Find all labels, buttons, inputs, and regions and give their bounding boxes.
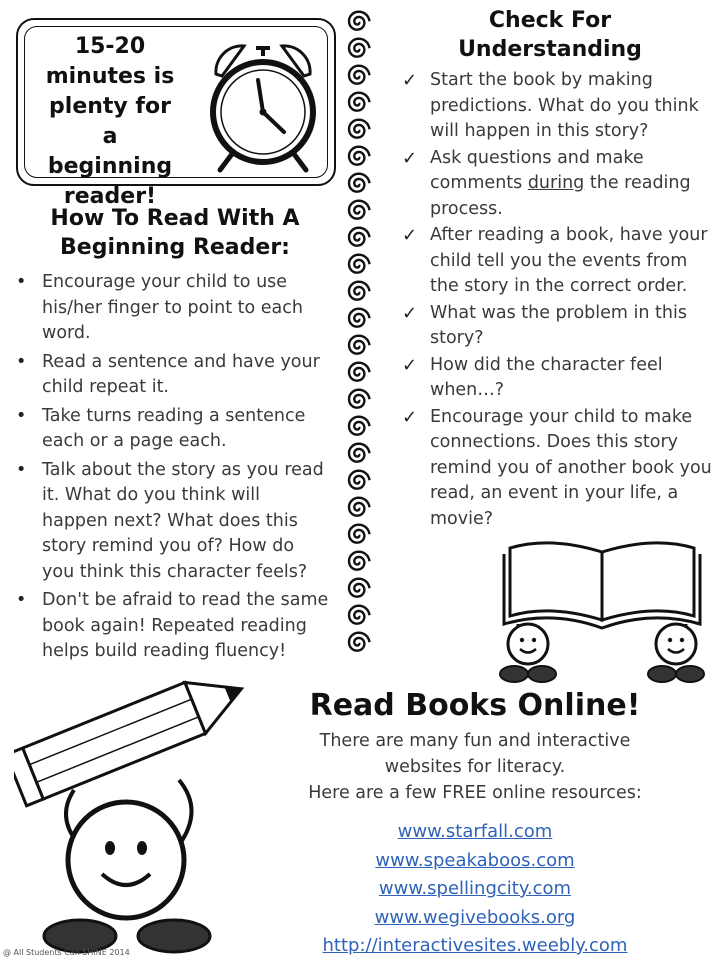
intro-line: Here are a few FREE online resources: — [308, 783, 642, 803]
spiral-curl — [349, 228, 370, 246]
alarm-clock-icon — [198, 32, 328, 177]
list-item: • Talk about the story as you read it. What do you think will happen next? What does this story remind you of? How do you think this character feels? — [10, 458, 330, 586]
heading-line: How To Read With A — [50, 206, 300, 231]
item-text: Encourage your child to make connections. Does this story remind you of another book you read, an event in your life, a movie? — [430, 406, 712, 529]
intro-line: websites for literacy. — [384, 757, 566, 777]
read-online-heading: Read Books Online! — [309, 688, 641, 723]
checkmark-icon: ✓ — [402, 354, 418, 376]
intro-line: There are many fun and interactive — [319, 731, 631, 751]
clock-line: reader! — [63, 184, 157, 209]
clock-callout-box — [16, 18, 336, 209]
link-item — [250, 875, 700, 904]
spiral-curl — [349, 201, 370, 219]
heading-line: Understanding — [458, 37, 642, 62]
copyright-text: @ All Students Can SHINE 2014 — [3, 948, 130, 957]
spiral-curl — [349, 336, 370, 354]
checkmark-icon: ✓ — [402, 147, 418, 169]
spiral-curl — [349, 417, 370, 435]
spiral-curl — [349, 39, 370, 57]
checkmark-icon: ✓ — [402, 225, 418, 246]
starfall-link[interactable]: www.starfall.com — [397, 821, 553, 842]
clock-line: a beginning — [47, 124, 173, 179]
spiral-curl — [349, 579, 370, 597]
item-text-underlined: during — [527, 173, 585, 193]
spiral-curl — [349, 66, 370, 84]
item-text: After reading a book, have your child tell you the events from the story in the correct order. — [430, 225, 708, 296]
list-item — [400, 223, 712, 300]
check-understanding-heading — [410, 6, 690, 64]
clock-line: plenty for — [49, 94, 171, 119]
link-item — [250, 904, 700, 933]
spiral-curl — [349, 282, 370, 300]
spiral-curl — [349, 120, 370, 138]
list-item: • Read a sentence and have your child repeat it. — [10, 350, 330, 401]
how-to-read-heading — [30, 204, 320, 262]
heading-line: Beginning Reader: — [60, 235, 290, 260]
how-to-read-list — [10, 270, 330, 668]
clock-callout-text — [40, 32, 180, 212]
checkmark-icon: ✓ — [402, 302, 418, 324]
spiral-curl — [349, 444, 370, 462]
spiral-curl — [349, 471, 370, 489]
clock-line: 15-20 — [74, 34, 146, 59]
interactivesites-link[interactable]: http://interactivesites.weebly.com — [322, 935, 628, 956]
spellingcity-link[interactable]: www.spellingcity.com — [378, 878, 572, 899]
list-item — [400, 68, 712, 145]
checkmark-icon: ✓ — [402, 70, 418, 91]
spiral-curl — [349, 363, 370, 381]
spiral-curl — [349, 390, 370, 408]
spiral-curl — [349, 525, 370, 543]
read-online-intro — [240, 728, 710, 806]
kids-holding-book-icon — [490, 538, 715, 688]
spiral-curl — [349, 552, 370, 570]
wegivebooks-link[interactable]: www.wegivebooks.org — [374, 906, 576, 928]
item-text: the reading process. — [430, 173, 691, 219]
link-item — [250, 932, 700, 960]
spiral-curl — [349, 93, 370, 111]
list-item: • Encourage your child to use his/her finger to point to each word. — [10, 270, 330, 347]
list-item — [400, 353, 712, 404]
list-item — [400, 405, 712, 533]
spiral-divider — [343, 8, 373, 668]
spiral-curl — [349, 606, 370, 624]
item-text: How did the character feel when…? — [430, 354, 663, 400]
item-text: Start the book by making predictions. What do you think will happen in this story? — [430, 70, 699, 141]
link-item — [250, 847, 700, 876]
list-item — [400, 301, 712, 352]
speakaboos-link[interactable]: www.speakaboos.com — [375, 849, 575, 871]
kid-holding-pencil-icon — [14, 660, 264, 955]
clock-line: minutes is — [45, 64, 175, 89]
spiral-curl — [349, 147, 370, 165]
list-item: • Take turns reading a sentence each or a page each. — [10, 404, 330, 455]
spiral-curl — [349, 174, 370, 192]
heading-line: Check For — [488, 8, 612, 33]
list-item: • Don't be afraid to read the same book again! Repeated reading helps build reading fluency! — [10, 588, 330, 665]
check-understanding-list — [400, 68, 712, 533]
checkmark-icon: ✓ — [402, 406, 418, 428]
spiral-curl — [349, 309, 370, 327]
item-text: Ask questions and make comments — [430, 147, 644, 193]
spiral-curl — [349, 12, 370, 30]
list-item — [400, 146, 712, 223]
item-text: What was the problem in this story? — [430, 302, 687, 348]
resource-links — [250, 818, 700, 960]
spiral-curl — [349, 633, 370, 651]
spiral-curl — [349, 255, 370, 273]
spiral-curl — [349, 498, 370, 516]
link-item — [250, 818, 700, 847]
